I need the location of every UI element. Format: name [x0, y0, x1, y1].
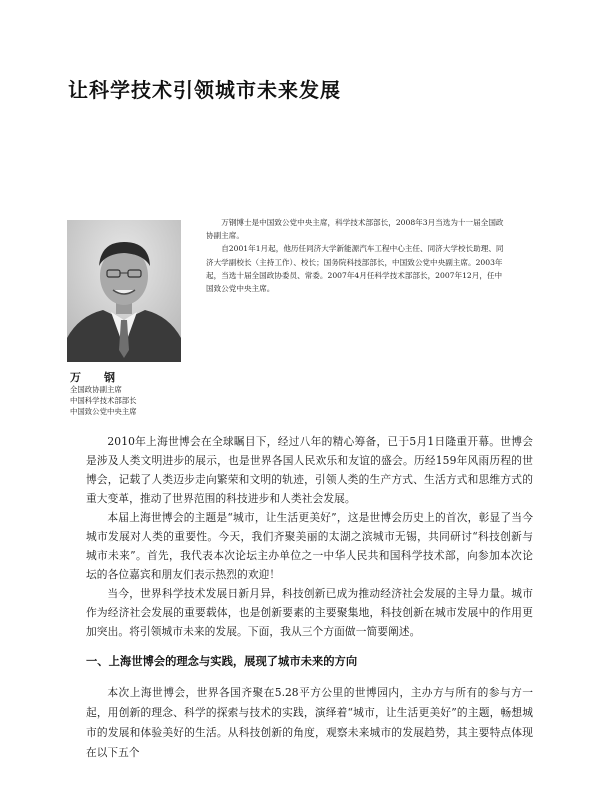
- section-heading: 一、上海世博会的理念与实践，展现了城市未来的方向: [86, 655, 358, 668]
- author-portrait: [67, 220, 181, 362]
- article-body: [86, 432, 533, 641]
- body-paragraph: 本届上海世博会的主题是“城市，让生活更美好”，这是世博会历史上的首次，彰显了当今城市发展对人类的重要性。今天，我们齐聚美丽的太湖之滨城市无锡，共同研讨“科技创新与城市未来”。首先，我代表本次论坛主办单位之一中华人民共和国科学技术部，向参加本次论坛的各位嘉宾和朋友们表示热烈的欢迎！: [86, 511, 533, 581]
- author-bio: [206, 216, 506, 295]
- bio-paragraph: 自2001年1月起，他历任同济大学新能源汽车工程中心主任、同济大学校长助理、同济大学副校长（主持工作）、校长；国务院科技部部长，中国致公党中央副主席。2003年起，当选十届全国政协委员、常委。2007年4月任科学技术部部长，2007年12月，任中国致公党中央主席。: [206, 244, 504, 294]
- body-paragraph: 本次上海世博会，世界各国齐聚在5.28平方公里的世博园内，主办方与所有的参与方一起，用创新的理念、科学的探索与技术的实践，演绎着“城市，让生活更美好”的主题，畅想城市的发展和体验美好的生活。从科技创新的角度，观察未来城市的发展趋势，其主要特点体现在以下五个: [86, 686, 533, 759]
- bio-paragraph: 万钢博士是中国致公党中央主席，科学技术部部长，2008年3月当选为十一届全国政协副主席。: [206, 218, 504, 241]
- section-body: [86, 683, 533, 763]
- author-role: 全国政协副主席: [70, 385, 122, 394]
- article-title: 让科学技术引领城市未来发展: [68, 78, 341, 102]
- author-role: 中国致公党中央主席: [70, 407, 137, 416]
- body-paragraph: 当今，世界科学技术发展日新月异，科技创新已成为推动经济社会发展的主导力量。城市作为经济社会发展的重要载体，也是创新要素的主要聚集地，科技创新在城市发展中的作用更加突出。将引领城市未来的发展。下面，我从三个方面做一简要阐述。: [86, 587, 533, 638]
- author-name: 万 钢: [70, 371, 121, 384]
- author-role: 中国科学技术部部长: [70, 396, 137, 405]
- author-roles: [70, 384, 137, 417]
- body-paragraph: 2010年上海世博会在全球瞩目下，经过八年的精心筹备，已于5月1日隆重开幕。世博会是涉及人类文明进步的展示，也是世界各国人民欢乐和友谊的盛会。历经159年风雨历程的世博会，记载了人类迈步走向繁荣和文明的轨迹，引领人类的生产方式、生活方式和思维方式的重大变革，推动了世界范围的科技进步和人类社会发展。: [86, 435, 533, 505]
